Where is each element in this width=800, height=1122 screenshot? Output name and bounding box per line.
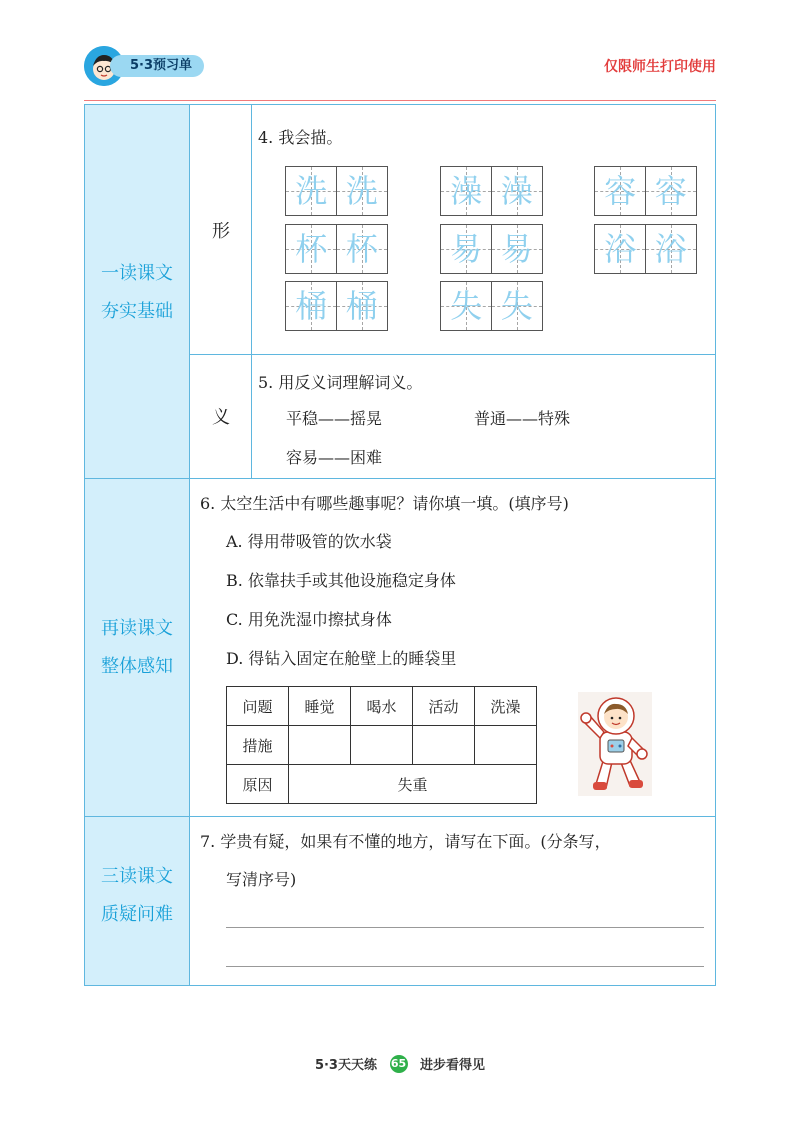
answer-cell-sleep[interactable] [289, 726, 351, 765]
trace-char: 澡 [450, 172, 483, 210]
tracing-box[interactable] [440, 224, 543, 274]
q7-line2: 写清序号) [226, 870, 297, 889]
table-row [227, 726, 537, 765]
trace-char: 杯 [295, 230, 328, 268]
sub-label-xing: 形 [212, 221, 230, 242]
trace-char: 桶 [295, 287, 328, 325]
trace-char: 失 [450, 287, 483, 325]
table-cell: 措施 [227, 726, 289, 765]
trace-char: 洗 [295, 172, 328, 210]
q6-option-a: A. 得用带吸管的饮水袋 [226, 532, 392, 551]
section-sidebar [85, 105, 190, 985]
trace-char: 洗 [345, 172, 378, 210]
section-divider-1 [85, 478, 715, 479]
trace-char: 容 [654, 172, 687, 210]
q6-option-c: C. 用免洗湿巾擦拭身体 [226, 610, 392, 629]
trace-char: 容 [604, 172, 637, 210]
page-footer [0, 1054, 800, 1078]
sub-label-yi: 义 [212, 407, 230, 428]
series-label: 5·3预习单 [110, 55, 204, 77]
print-note: 仅限师生打印使用 [604, 59, 716, 75]
trace-char: 易 [450, 230, 483, 268]
table-cell: 洗澡 [475, 687, 537, 726]
footer-left: 5·3天天练 [314, 1058, 377, 1073]
antonym-pair: 容易——困难 [286, 448, 383, 467]
table-cell: 喝水 [351, 687, 413, 726]
tracing-box[interactable] [440, 166, 543, 216]
section-1-label [85, 255, 189, 331]
answer-line[interactable] [226, 927, 704, 928]
tracing-box[interactable] [285, 166, 388, 216]
antonym-pair: 平稳——摇晃 [286, 409, 383, 428]
table-cell: 活动 [413, 687, 475, 726]
row-divider-xing [189, 354, 715, 355]
section-2-label [85, 610, 189, 686]
tracing-box[interactable] [285, 281, 388, 331]
table-cell: 睡觉 [289, 687, 351, 726]
answer-table [226, 686, 537, 804]
section-3-line1: 三读课文 [101, 866, 173, 887]
footer-right: 进步看得见 [420, 1058, 486, 1073]
answer-cell-drink[interactable] [351, 726, 413, 765]
tracing-box[interactable] [594, 224, 697, 274]
tracing-box[interactable] [440, 281, 543, 331]
q6-option-d: D. 得钻入固定在舱壁上的睡袋里 [226, 649, 457, 668]
page-number: 65 [390, 1055, 408, 1073]
q5-title: 5. 用反义词理解词义。 [258, 373, 423, 392]
table-cell: 问题 [227, 687, 289, 726]
trace-char: 浴 [604, 230, 637, 268]
header-divider [84, 100, 716, 101]
trace-char: 失 [500, 287, 533, 325]
section-2-line1: 再读课文 [101, 618, 173, 639]
table-cell: 原因 [227, 765, 289, 804]
trace-char: 杯 [345, 230, 378, 268]
trace-char: 澡 [500, 172, 533, 210]
tracing-box[interactable] [285, 224, 388, 274]
answer-cell-move[interactable] [413, 726, 475, 765]
trace-char: 桶 [345, 287, 378, 325]
trace-char: 浴 [654, 230, 687, 268]
q6-title: 6. 太空生活中有哪些趣事呢？请你填一填。(填序号) [200, 494, 569, 513]
q6-option-b: B. 依靠扶手或其他设施稳定身体 [226, 571, 456, 590]
table-row [227, 687, 537, 726]
section-2-line2: 整体感知 [101, 656, 173, 677]
section-3-label [85, 858, 189, 934]
section-3-line2: 质疑问难 [101, 904, 173, 925]
q7-line1: 7. 学贵有疑，如果有不懂的地方，请写在下面。(分条写， [200, 832, 611, 851]
section-1-line2: 夯实基础 [101, 301, 173, 322]
tracing-box[interactable] [594, 166, 697, 216]
section-1-line1: 一读课文 [101, 263, 173, 284]
q4-title: 4. 我会描。 [258, 128, 343, 147]
antonym-pair: 普通——特殊 [474, 409, 571, 428]
page-header [84, 46, 716, 90]
trace-char: 易 [500, 230, 533, 268]
table-cell: 失重 [289, 765, 537, 804]
table-row [227, 765, 537, 804]
astronaut-illustration [578, 692, 652, 796]
answer-line[interactable] [226, 966, 704, 967]
answer-cell-bath[interactable] [475, 726, 537, 765]
section-divider-2 [85, 816, 715, 817]
